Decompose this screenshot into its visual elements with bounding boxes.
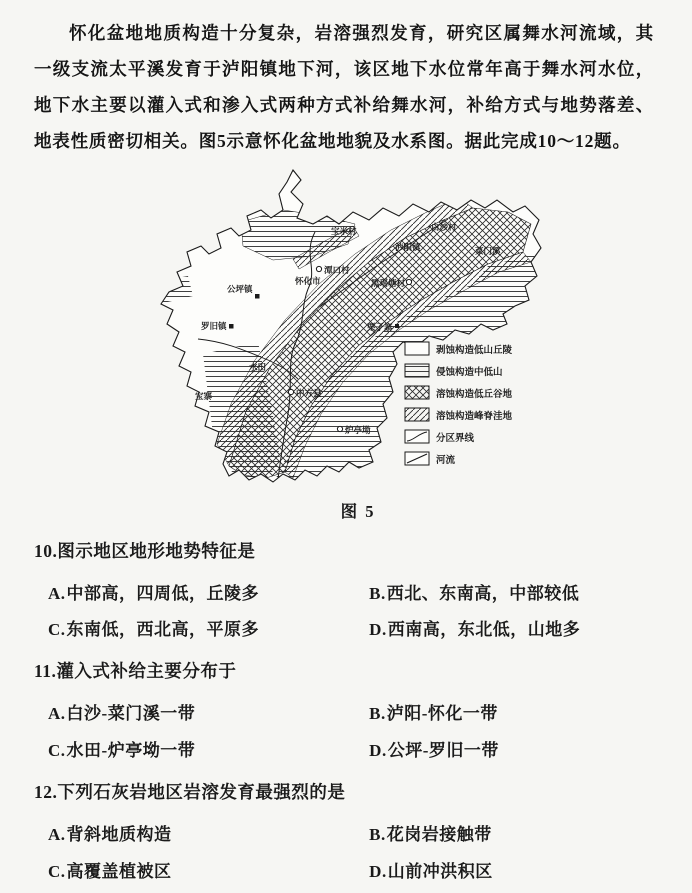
map-label-caimenxi: 菜门溪 [475,245,501,256]
question-10-option-b[interactable] [369,583,654,606]
question-10-option-c[interactable] [48,619,369,642]
map-label-baozhai: 宝寨 [195,390,213,401]
map-label-luojiuzhen: 罗旧镇 [201,320,227,331]
question-11-number: 11. [34,661,57,682]
option-d-text: 山前冲洪积区 [387,862,493,882]
option-b-label: B. [369,825,386,845]
map-label-huaihuashi: 怀化市 [295,275,321,286]
legend-swatch-karst-ridge-icon [405,408,429,421]
option-a-label: A. [48,825,66,845]
question-10-text: 图示地区地形地势特征是 [57,540,256,561]
option-c-text: 高覆盖植被区 [66,862,172,882]
option-c-label: C. [48,862,66,882]
legend-label-karst-valley: 溶蚀构造低丘谷地 [436,388,513,400]
question-10-options [34,569,654,643]
map-label-luyangzhen: 泸阳镇 [395,241,421,252]
option-d-text: 西南高，东北低，山地多 [387,620,581,640]
question-12-option-a[interactable] [48,824,369,847]
option-a-text: 中部高，四周低，丘陵多 [66,583,260,603]
legend-swatch-karst-valley-icon [405,386,429,399]
question-11-options [34,689,654,763]
map-label-lizizhai: 栗子寨 [367,321,393,332]
question-10-option-a[interactable] [48,583,369,606]
question-12-option-b[interactable] [369,824,654,847]
question-11 [34,658,654,763]
question-11-option-b[interactable] [369,703,654,726]
map-label-baishacun: 白沙村 [431,221,457,232]
legend-label-denudation: 剥蚀构造低山丘陵 [436,344,513,356]
map-legend [405,342,513,466]
legend-swatch-erosion-icon [405,364,429,377]
question-10-number: 10. [34,540,58,561]
map-label-lutingao: 炉亭坳 [345,424,371,435]
option-d-label: D. [369,862,387,882]
option-c-label: C. [48,620,66,640]
option-c-text: 水田-炉亭坳一带 [66,741,196,761]
map-label-gongpingzhen: 公坪镇 [227,283,253,294]
question-10-option-d[interactable] [369,619,654,642]
option-d-label: D. [369,741,387,761]
question-11-option-c[interactable] [48,740,369,763]
option-d-text: 公坪-罗旧一带 [387,741,499,761]
option-b-text: 花岗岩接触带 [386,825,492,845]
option-a-text: 背斜地质构造 [66,825,172,845]
question-11-stem [34,658,654,683]
marker-zhongfangxian [288,389,293,394]
map-label-zhongfangxian: 中方县 [296,387,322,398]
option-b-text: 泸阳-怀化一带 [386,704,498,724]
option-b-label: B. [369,704,386,724]
marker-tankoucun [316,266,321,271]
figure-caption: 图 5 [340,501,376,521]
marker-lutingao [337,426,342,431]
question-10 [34,538,654,643]
legend-label-karst-ridge: 溶蚀构造峰脊洼地 [436,410,513,422]
map-label-shuitian: 水田 [249,361,267,372]
marker-lizizhai [395,324,399,328]
question-12-text: 下列石灰岩地区岩溶发育最强烈的是 [57,782,346,803]
question-12-options [34,810,654,884]
option-b-label: B. [369,583,386,603]
marker-gongpingzhen [255,294,260,299]
question-12-stem [34,779,654,804]
legend-label-river: 河流 [436,454,456,466]
map-label-baomicun: 宝米村 [331,225,357,236]
option-a-text: 白沙-菜门溪一带 [66,704,196,724]
question-10-stem [34,538,654,563]
intro-paragraph: 怀化盆地地质构造十分复杂，岩溶强烈发育，研究区属舞水河流域，其一级支流太平溪发育于泸阳镇地下河，该区地下水位常年高于舞水河水位，地下水主要以灌入式和渗入式两种方式补给舞水河，补给方式与地势落差、地表性质密切相关。图5示意怀化盆地地貌及水系图。据此完成10～12题。 [34,23,654,151]
option-b-text: 西北、东南高，中部较低 [386,583,580,603]
option-a-label: A. [48,583,66,603]
option-d-label: D. [369,620,387,640]
question-12-number: 12. [34,782,58,803]
option-c-text: 东南低，西北高，平原多 [66,620,260,640]
figure-5 [143,164,573,522]
question-11-text: 灌入式补给主要分布于 [56,661,237,682]
map-label-tankoucun: 潭口村 [324,264,350,275]
map-label-heiyaotangcun: 黑瑶塘村 [371,277,406,288]
question-11-option-a[interactable] [48,703,369,726]
terrain-map [143,164,567,496]
question-12-option-d[interactable] [369,861,654,884]
question-12-option-c[interactable] [48,861,369,884]
marker-heiyaotangcun [406,279,411,284]
option-a-label: A. [48,704,66,724]
legend-label-boundary: 分区界线 [436,432,475,444]
marker-luojiuzhen [229,324,234,329]
legend-label-erosion: 侵蚀构造中低山 [436,366,503,378]
option-c-label: C. [48,741,66,761]
question-12 [34,779,654,884]
question-11-option-d[interactable] [369,740,654,763]
legend-swatch-denudation-icon [405,342,429,355]
